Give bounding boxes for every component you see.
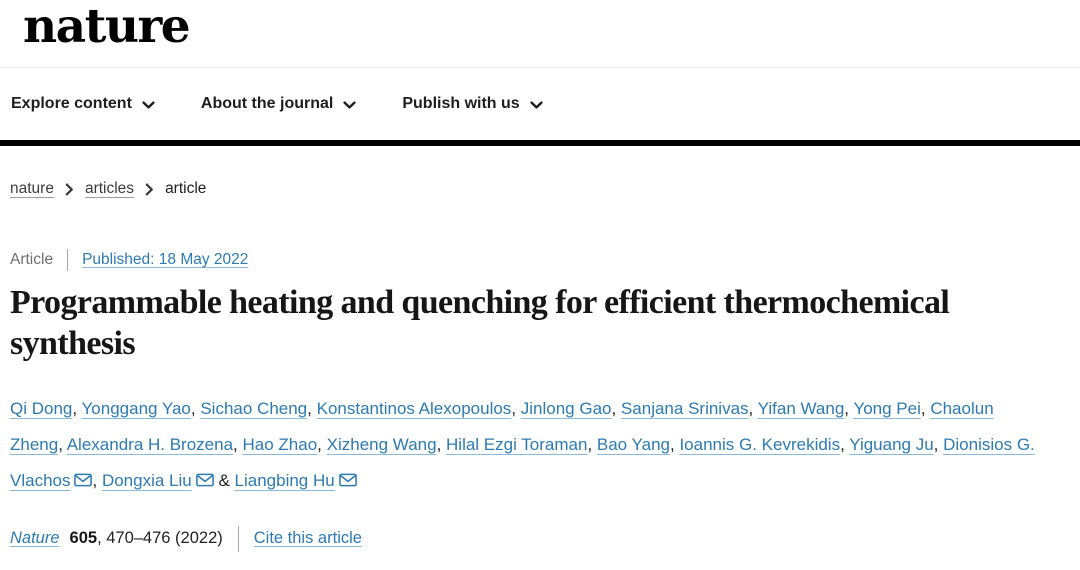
email-icon[interactable] [196,473,214,487]
author-separator: , [920,398,931,418]
chevron-right-icon [65,183,74,196]
author-separator: , [307,398,317,418]
author-link-dongxia-liu[interactable]: Dongxia Liu [101,470,192,490]
author-link-sanjana-srinivas[interactable]: Sanjana Srinivas [620,398,749,418]
citation-pages: , 470–476 (2022) [97,529,223,548]
nav-item-explore-content[interactable] [11,95,155,113]
author-separator: , [748,398,758,418]
author-link-yonggang-yao[interactable]: Yonggang Yao [81,398,191,418]
nature-logo[interactable]: nature [23,0,190,54]
author-separator: , [58,434,67,454]
article-meta [10,249,1080,271]
author-link-hilal-ezgi-toraman[interactable]: Hilal Ezgi Toraman [446,434,588,454]
authors-list [10,391,1038,499]
email-icon[interactable] [339,473,357,487]
author-separator: , [933,434,944,454]
author-separator: , [317,434,327,454]
author-separator: , [190,398,201,418]
article-page [0,180,1080,552]
site-header [0,0,1080,146]
logo-bar [0,0,1080,68]
author-link-sichao-cheng[interactable]: Sichao Cheng [200,398,308,418]
author-link-hao-zhao[interactable]: Hao Zhao [242,434,318,454]
breadcrumb [10,180,1080,198]
author-link-yifan-wang[interactable]: Yifan Wang [757,398,845,418]
cite-this-article-link[interactable]: Cite this article [253,529,362,548]
breadcrumb-item-article: article [165,180,207,197]
author-link-dionisios-g-vlachos[interactable]: Dionisios G. Vlachos [10,434,1035,490]
author-separator: , [511,398,521,418]
nav-item-about-the-journal[interactable] [201,95,356,113]
author-link-yong-pei[interactable]: Yong Pei [853,398,921,418]
chevron-right-icon [145,183,154,196]
author-separator: , [840,434,850,454]
article-title: Programmable heating and quenching for efficient thermochemical synthesis [10,284,950,362]
author-separator: , [611,398,621,418]
nav-item-label: About the journal [200,95,334,112]
citation-line [10,526,1080,552]
author-separator: , [92,470,102,490]
author-link-xizheng-wang[interactable]: Xizheng Wang [326,434,437,454]
author-link-yiguang-ju[interactable]: Yiguang Ju [849,434,934,454]
published-date-link[interactable]: Published: 18 May 2022 [82,251,249,268]
breadcrumb-item-articles[interactable]: articles [84,180,135,197]
chevron-down-icon [343,101,356,110]
author-separator: , [72,398,82,418]
author-link-konstantinos-alexopoulos[interactable]: Konstantinos Alexopoulos [316,398,512,418]
author-link-ioannis-g-kevrekidis[interactable]: Ioannis G. Kevrekidis [679,434,841,454]
author-separator: , [436,434,447,454]
citation-divider [238,526,239,552]
nav-item-label: Publish with us [402,95,520,112]
chevron-down-icon [142,101,155,110]
author-link-alexandra-h-brozena[interactable]: Alexandra H. Brozena [66,434,234,454]
journal-link[interactable]: Nature [10,529,60,548]
email-icon[interactable] [74,473,92,487]
author-separator: & [213,470,235,490]
author-separator: , [587,434,597,454]
article-type-label: Article [10,251,54,268]
meta-divider [67,249,68,271]
nav-item-label: Explore content [11,95,132,112]
author-link-qi-dong[interactable]: Qi Dong [10,398,73,418]
author-link-liangbing-hu[interactable]: Liangbing Hu [234,470,335,490]
author-link-jinlong-gao[interactable]: Jinlong Gao [520,398,612,418]
author-link-bao-yang[interactable]: Bao Yang [596,434,670,454]
author-link-chaolun-zheng[interactable]: Chaolun Zheng [10,398,994,454]
main-nav [0,68,1080,146]
author-separator: , [233,434,243,454]
breadcrumb-item-nature[interactable]: nature [10,180,54,197]
nav-item-publish-with-us[interactable] [402,95,542,113]
author-separator: , [670,434,680,454]
citation-volume: 605 [69,529,98,548]
author-separator: , [844,398,854,418]
chevron-down-icon [530,101,543,110]
